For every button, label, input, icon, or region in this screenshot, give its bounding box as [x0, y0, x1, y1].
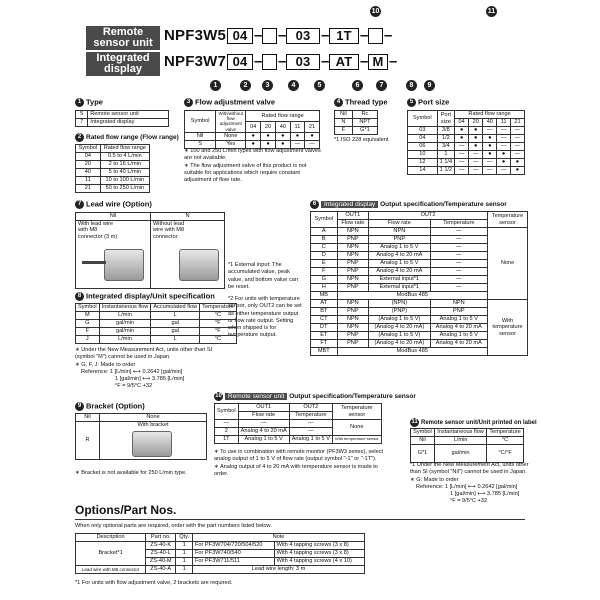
leadwire-table: Nil N With lead wire with M8 connector (3 m) Without lead wire with M8 connector: [75, 212, 225, 289]
remote-sensor-unit-label: Remote sensor unit: [86, 26, 160, 50]
port-table: Symbol Port size Rated flow range 04 20 40 11 21 03 3/8 ● ● — — — 04 1/2 ● ● ● — — 06 3/4 — ● ● — — 10 1 — — ● ● — 12 1 1/4 — — — ● ● 14 1 1/2 — — — — ●: [407, 110, 525, 175]
external-input-note: *1 External input: The accumulated value, peak value, and bottom value can be reset.: [228, 262, 298, 290]
flowadj-table: Symbol With/without flow adjustment valve Rated flow range 04 20 40 11 21 Nil None ● ● ● ● ● S Yes ● ● ● — —: [184, 110, 320, 149]
options-intro: When only optional parts are required, order with the part numbers listed below.: [75, 523, 272, 529]
integrated-display-label: Integrated display: [86, 52, 160, 76]
callout-11: 11: [487, 8, 496, 15]
callout-10: 10: [371, 8, 380, 15]
section-bracket-title: 9 Bracket (Option): [75, 402, 145, 411]
lead-wire-cable: [82, 261, 106, 264]
section-rated-title: 2 Rated flow range (Flow range): [75, 133, 179, 142]
integ-table: Symbol Instantaneous flow Accumulated flow Temperature M L/min L °C G gal/min gal °F F gal/min gal °F J L/min L °C: [75, 303, 237, 344]
rated-table: Symbol Rated flow range 04 0.5 to 4 L/min 20 2 to 16 L/min 40 5 to 40 L/min 11 10 to 100 L/min 21 50 to 250 L/min: [75, 144, 150, 193]
options-table: Description Part no. Qty. Note Bracket*1 ZS-40-K 1 For PF3W704/720/504/520 With 4 tapping screws (3 x 8) ZS-40-L 1 For PF3W740/540 With 4 tapping screws (3 x 8) ZS-40-M 1 For PF3W711/511 With 4 tapping screws (4 x 10) Lead wire with M8 connector ZS-40-A 1 Lead wire length: 3 m: [75, 533, 365, 574]
section-port-title: 5 Port size: [407, 98, 449, 107]
section-integ-title: 8 Integrated display/Unit specification: [75, 292, 215, 301]
remote10-table: Symbol OUT1 OUT2 Temperature sensor Flow rate Temperature — — — None 2 Analog 4 to 20 mA — 1T Analog 1 to 5 V Analog 1 to 5 V With temperature sensor: [214, 403, 382, 444]
section-thread-title: 4 Thread type: [334, 98, 388, 107]
remote11-table: Symbol Instantaneous flow Temperature Nil L/min °C G*1 gal/min °C/°F: [410, 428, 524, 463]
section-remote11-title: 11 Remote sensor unit/Unit printed on label: [411, 419, 537, 427]
flowadj-notes: ∗ 100 and 250 L/min types with flow adjustment valves are not available. ∗ The flow adjustment valve of this product is not suitable for applications which require constant adjustment of flow rate.: [184, 148, 321, 184]
bracket-table: Nil None R With bracket: [75, 413, 207, 460]
bottom-callouts: 1 2 3 4 5 6 7 8 9: [210, 80, 430, 92]
bracket-note: ∗ Bracket is not available for 250 L/min type.: [75, 470, 187, 476]
part-number-remote: NPF3W5 04 – – 03 – 1T – –: [164, 27, 393, 44]
options-divider: [75, 519, 525, 520]
section-type-title: 1 Type: [75, 98, 103, 107]
part-number-integrated: NPF3W7 04 – – 03 – AT – M –: [164, 53, 398, 70]
options-footnote: *1 For units with flow adjustment valve, 2 brackets are required.: [75, 580, 233, 586]
type-table: 5 Remote sensor unit 7 Integrated display: [75, 110, 169, 127]
remote11-notes: *1 Under the New Measurement Act, units other than SI (symbol "Nil") cannot be used in Japan. ∗ G: Made to order Reference: 1 [L/min] ⟷ 0.2642 [gal/min] 1 [gal/min] ⟷ 3.785 [L/min] °F = 9/5°C +32: [410, 462, 529, 505]
remote10-notes: ∗ To use in combination with remote monitor (PF3W3 series), select analog output of 1 to 5 V of flow rate (output symbol "-1" or "-1T"). ∗ Analog output of 4 to 20 mA with temperature sensor is made to order.: [214, 449, 384, 477]
flow-switch-without-wire-image: [179, 249, 219, 281]
flow-switch-with-bracket-image: [132, 431, 172, 457]
temperature-output-note: *2 For units with temperature sensor, only OUT2 can be set as either temperature output or flow rate output. Setting when shipped is for temperature output.: [228, 296, 302, 339]
thread-note: *1 ISO 228 equivalent: [334, 137, 389, 143]
section-remote10-title: 10 Remote sensor unit Output specification/Temperature sensor: [215, 393, 416, 401]
section-output6-title: 6 Integrated display Output specification/Temperature sensor: [310, 200, 507, 209]
thread-table: Nil Rc N NPT F G*1: [334, 110, 378, 135]
output6-table: Symbol OUT1 OUT2 Temperature sensor Flow rate Flow rate Temperature A NPN NPN — None B PNP PNP — C NPN Analog 1 to 5 V — D NPN Analog 4 to 20 mA — E PNP Analog 1 to 5 V — F PNP Analog 4 to 20 mA — G NPN External input*1 — H PNP External input*1 — MB ModBus 485 AT NPN (NPN) NPN With temperature sensor BT PNP (PNP) PNP CT NPN (Analog 1 to 5 V) Analog 1 to 5 V DT NPN (Analog 4 to 20 mA) Analog 4 to 20 mA ET PNP (Analog 1 to 5 V) Analog 1 to 5 V FT PNP (Analog 4 to 20 mA) Analog 4 to 20 mA MBT ModBus 485: [310, 211, 528, 356]
flow-switch-with-wire-image: [104, 249, 144, 281]
section-flowadj-title: 3 Flow adjustment valve: [184, 98, 275, 107]
section-leadwire-title: 7 Lead wire (Option): [75, 200, 152, 209]
options-title: Options/Part Nos.: [75, 503, 177, 517]
integ-notes: ∗ Under the New Measurement Act, units other than SI (symbol "M") cannot be used in Japan. ∗ G, F, J: Made to order Reference: 1 [L/min] ⟷ 0.2642 [gal/min] 1 [gal/min] ⟷ 3.785 [L/min] °F = 9/5°C +32: [75, 347, 213, 390]
